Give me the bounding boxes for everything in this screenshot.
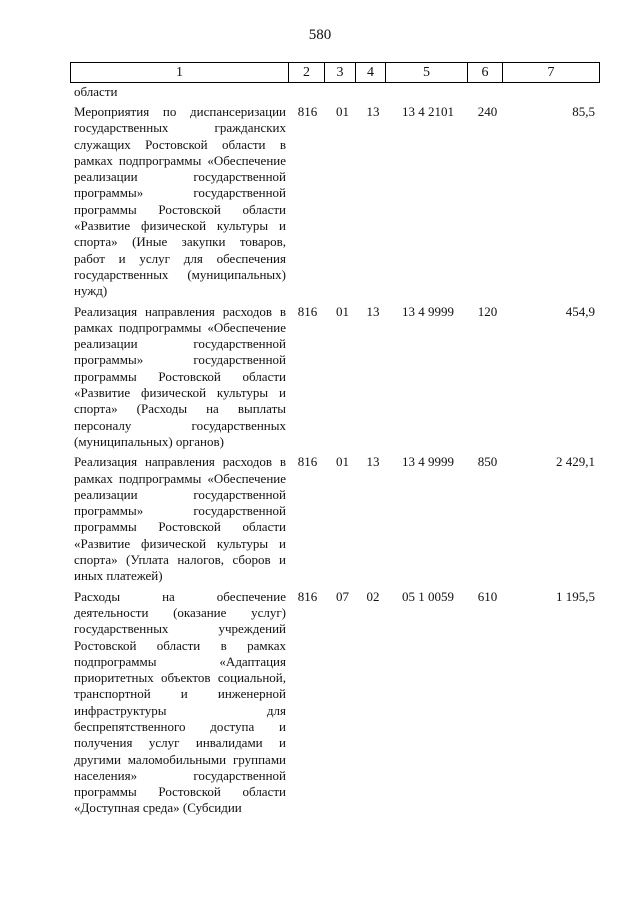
row-col-2: 816 — [297, 588, 318, 604]
row-col-5: 13 4 9999 — [402, 454, 454, 470]
table-body — [70, 84, 599, 817]
header-col-7: 7 — [503, 63, 600, 83]
row-col-7: 2 429,1 — [556, 454, 595, 470]
row-col-4: 02 — [366, 588, 380, 604]
header-col-4: 4 — [356, 63, 386, 83]
row-col-4: 13 — [366, 104, 380, 119]
row-col-5: 13 4 2101 — [402, 104, 454, 119]
row-col-2: 816 — [297, 303, 318, 319]
row-col-4: 13 — [366, 303, 380, 319]
row-col-6: 610 — [477, 588, 498, 604]
header-col-5: 5 — [386, 63, 468, 83]
row-description: Реализация направления расходов в рамках подпрограммы «Обеспечение реализации государственной программы» государственной программы Ростовской области «Развитие физической культуры и спорта» (Расходы на выплаты персоналу государственных (муниципальных) органов) — [74, 303, 286, 449]
row-description: Реализация направления расходов в рамках подпрограммы «Обеспечение реализации государственной программы» государственной программы Ростовской области «Развитие физической культуры и спорта» (Уплата налогов, сборов и иных платежей) — [74, 454, 286, 584]
row-description: Расходы на обеспечение деятельности (оказание услуг) государственных учреждений Ростовской области в рамках подпрограммы «Адаптация приоритетных объектов социальной, транспортной и инженерной инфраструктуры для беспрепятственного доступа и получения услуг инвалидами и другими маломобильными группами населения» государственной программы Ростовской области «Доступная среда» (Субсидии — [74, 588, 286, 816]
header-col-2: 2 — [289, 63, 325, 83]
table-row — [70, 304, 599, 451]
table-row — [70, 454, 599, 584]
row-description: Мероприятия по диспансеризации государственных гражданских служащих Ростовской области в рамках подпрограммы «Обеспечение реализации государственной программы» государственной программы Ростовской области «Развитие физической культуры и спорта» (Иные закупки товаров, работ и услуг для обеспечения государственных (муниципальных) нужд) — [74, 104, 286, 299]
row-col-3: 01 — [336, 104, 349, 119]
row-col-3: 01 — [336, 454, 349, 470]
row-col-7: 1 195,5 — [556, 588, 595, 604]
header-col-3: 3 — [325, 63, 356, 83]
header-col-1: 1 — [71, 63, 289, 83]
row-col-7: 454,9 — [565, 303, 595, 319]
row-col-6: 850 — [477, 454, 498, 470]
table-row — [70, 104, 599, 300]
row-col-5: 05 1 0059 — [402, 588, 454, 604]
row-col-5: 13 4 9999 — [402, 303, 454, 319]
row-col-7: 85,5 — [572, 104, 595, 119]
page-number: 580 — [308, 27, 332, 43]
row-col-4: 13 — [366, 454, 380, 470]
row-col-2: 816 — [297, 104, 318, 119]
table-header — [70, 62, 600, 83]
row-col-3: 07 — [336, 588, 349, 604]
row-col-2: 816 — [297, 454, 318, 470]
table-row — [70, 589, 599, 817]
row-col-6: 240 — [477, 104, 498, 119]
continuation-text: области — [74, 84, 118, 99]
row-col-6: 120 — [477, 303, 498, 319]
row-col-3: 01 — [336, 303, 349, 319]
header-col-6: 6 — [468, 63, 503, 83]
